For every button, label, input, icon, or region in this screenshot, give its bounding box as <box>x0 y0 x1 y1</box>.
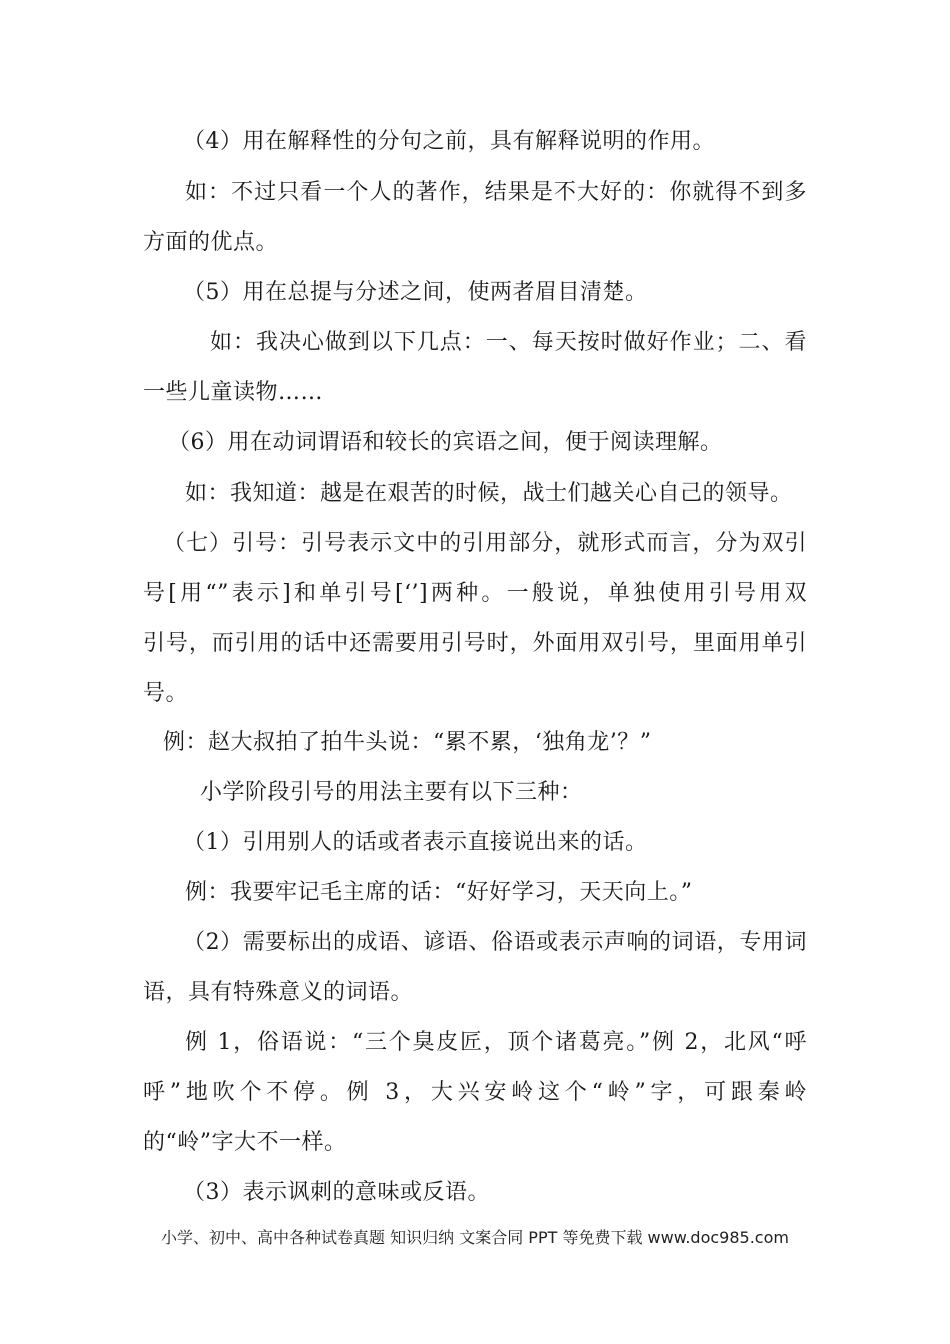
paragraph-line: 一些儿童读物…… <box>143 380 324 405</box>
paragraph-line: 引号，而引用的话中还需要用引号时，外面用双引号，里面用单引 <box>143 631 807 656</box>
paragraph-line: （6）用在动词谓语和较长的宾语之间，便于阅读理解。 <box>168 430 723 455</box>
paragraph-line: 例：赵大叔拍了拍牛头说：“累不累，‘独角龙’？” <box>163 730 652 755</box>
paragraph-line: 如：我决心做到以下几点：一、每天按时做好作业；二、看 <box>210 330 807 355</box>
paragraph-line: （1）引用别人的话或者表示直接说出来的话。 <box>183 830 648 855</box>
paragraph-line: 小学阶段引号的用法主要有以下三种： <box>200 780 583 805</box>
paragraph-line: 的“岭”字大不一样。 <box>143 1130 347 1155</box>
paragraph-line: 呼”地吹个不停。例 3，大兴安岭这个“岭”字，可跟秦岭 <box>143 1080 807 1105</box>
paragraph-line: （5）用在总提与分述之间，使两者眉目清楚。 <box>183 280 648 305</box>
paragraph-line: 如：不过只看一个人的著作，结果是不大好的：你就得不到多 <box>185 180 807 205</box>
paragraph-line: 号[用“”表示]和单引号[‘’]两种。一般说，单独使用引号用双 <box>143 581 807 606</box>
paragraph-line: （4）用在解释性的分句之前，具有解释说明的作用。 <box>183 129 715 154</box>
page-footer: 小学、初中、高中各种试卷真题 知识归纳 文案合同 PPT 等免费下载 www.doc985.com <box>161 1228 789 1247</box>
paragraph-line: 语，具有特殊意义的词语。 <box>143 980 414 1005</box>
paragraph-line: 例 1，俗语说：“三个臭皮匠，顶个诸葛亮。”例 2，北风“呼 <box>185 1030 807 1055</box>
paragraph-line: （2）需要标出的成语、谚语、俗语或表示声响的词语，专用词 <box>183 930 807 955</box>
paragraph-line: （3）表示讽刺的意味或反语。 <box>183 1180 490 1205</box>
paragraph-line: 方面的优点。 <box>143 230 279 255</box>
paragraph-line: 号。 <box>143 681 189 706</box>
paragraph-line: 例：我要牢记毛主席的话：“好好学习，天天向上。” <box>185 880 693 905</box>
paragraph-line: （七）引号：引号表示文中的引用部分，就形式而言，分为双引 <box>163 531 807 556</box>
paragraph-line: 如：我知道：越是在艰苦的时候，战士们越关心自己的领导。 <box>185 481 793 506</box>
